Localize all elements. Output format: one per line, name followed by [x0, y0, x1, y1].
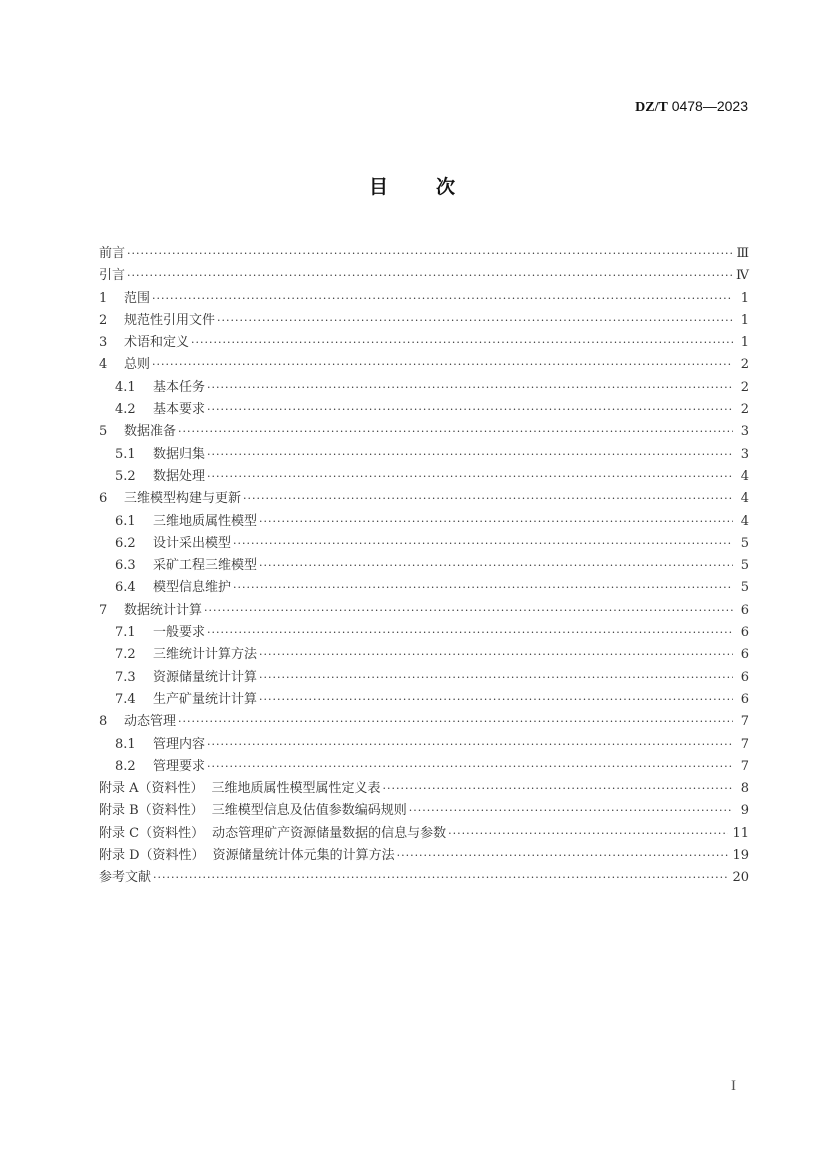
toc-entry-number: 4	[99, 357, 108, 373]
toc-entry-title: 三维地质属性模型	[153, 513, 258, 529]
toc-entry-number: 4.1	[115, 379, 136, 395]
title-char-2: 次	[436, 176, 458, 198]
toc-entry-page: 3	[740, 446, 749, 462]
toc-entry-page: 8	[740, 781, 749, 797]
toc-entry-number: 5	[99, 424, 108, 440]
toc-entry[interactable]	[99, 243, 749, 265]
toc-entry-title: 模型信息维护	[153, 580, 232, 596]
toc-entry-number: 8	[99, 714, 108, 730]
dot-leader	[233, 577, 733, 599]
dot-leader	[259, 689, 733, 711]
toc-entry-title: 数据统计计算	[124, 602, 203, 618]
toc-entry-title: 三维模型信息及估值参数编码规则	[211, 803, 407, 819]
toc-entry-number: 4.2	[115, 402, 136, 418]
toc-entry[interactable]	[99, 555, 749, 577]
dot-leader	[153, 867, 728, 889]
toc-entry-title: 引言	[99, 268, 126, 284]
toc-entry-number: 6.2	[115, 535, 136, 551]
toc-entry-number: 6.4	[115, 580, 136, 596]
toc-entry-page: 7	[740, 736, 749, 752]
dot-leader	[207, 399, 733, 421]
toc-entry[interactable]	[99, 332, 749, 354]
toc-entry-title: 总则	[124, 357, 151, 373]
toc-entry[interactable]	[99, 756, 749, 778]
toc-entry[interactable]	[99, 310, 749, 332]
toc-entry[interactable]	[99, 421, 749, 443]
toc-entry-number: 7.3	[115, 669, 136, 685]
toc-entry-title: 动态管理矿产资源储量数据的信息与参数	[212, 825, 447, 841]
toc-entry-number: 3	[99, 335, 108, 351]
dot-leader	[152, 288, 733, 310]
dot-leader	[178, 711, 733, 733]
dot-leader	[409, 800, 733, 822]
toc-entry[interactable]	[99, 444, 749, 466]
dot-leader	[259, 555, 733, 577]
toc-entry-title: 规范性引用文件	[124, 312, 216, 328]
toc-entry-title: 管理要求	[153, 758, 206, 774]
dot-leader	[152, 354, 733, 376]
dot-leader	[204, 600, 733, 622]
toc-entry-number: 附录 D（资料性）	[99, 848, 205, 864]
toc-entry-title: 术语和定义	[124, 335, 190, 351]
toc-entry[interactable]	[99, 399, 749, 421]
toc-entry-title: 管理内容	[153, 736, 206, 752]
toc-entry-page: 6	[740, 602, 749, 618]
toc-entry-page: 2	[740, 379, 749, 395]
toc-entry-page: 1	[740, 312, 749, 328]
toc-entry[interactable]	[99, 845, 749, 867]
toc-entry-page: 6	[740, 669, 749, 685]
toc-entry-number: 7.2	[115, 647, 136, 663]
page-title	[0, 172, 826, 199]
standard-number: 0478—2023	[671, 98, 748, 114]
toc-entry-number: 6.1	[115, 513, 136, 529]
toc-entry[interactable]	[99, 377, 749, 399]
dot-leader	[207, 377, 733, 399]
toc-entry-number: 8.2	[115, 758, 136, 774]
toc-entry-page: 7	[740, 714, 749, 730]
toc-entry-title: 参考文献	[99, 870, 152, 886]
dot-leader	[207, 734, 733, 756]
toc-entry-page: 9	[740, 803, 749, 819]
toc-entry-title: 数据归集	[153, 446, 206, 462]
toc-entry[interactable]	[99, 466, 749, 488]
toc-entry[interactable]	[99, 867, 749, 889]
toc-entry-page: 2	[740, 402, 749, 418]
toc-entry-page: 19	[732, 848, 749, 864]
toc-entry-page: 1	[740, 335, 749, 351]
dot-leader	[207, 444, 733, 466]
toc-entry[interactable]	[99, 800, 749, 822]
toc-entry-title: 三维统计计算方法	[153, 647, 258, 663]
dot-leader	[217, 310, 733, 332]
dot-leader	[233, 533, 733, 555]
toc-entry[interactable]	[99, 511, 749, 533]
toc-entry-page: Ⅳ	[736, 268, 749, 284]
toc-entry-number: 附录 C（资料性）	[99, 825, 205, 841]
toc-entry-page: Ⅲ	[736, 246, 749, 261]
toc-entry-title: 数据处理	[153, 468, 206, 484]
toc-entry-title: 设计采出模型	[153, 535, 232, 551]
toc-entry[interactable]	[99, 823, 749, 845]
dot-leader	[259, 644, 733, 666]
toc-entry-title: 前言	[99, 246, 126, 261]
toc-entry-page: 4	[740, 513, 749, 529]
toc-entry[interactable]	[99, 288, 749, 310]
toc-entry[interactable]	[99, 622, 749, 644]
dot-leader	[178, 421, 733, 443]
toc-entry-title: 基本任务	[153, 379, 206, 395]
toc-entry[interactable]	[99, 533, 749, 555]
dot-leader	[207, 622, 733, 644]
toc-entry-page: 20	[732, 870, 749, 886]
dot-leader	[448, 823, 728, 845]
toc-entry-title: 资源储量统计计算	[153, 669, 258, 685]
toc-entry[interactable]	[99, 354, 749, 376]
dot-leader	[207, 466, 733, 488]
toc-entry-title: 范围	[124, 290, 151, 306]
toc-entry-number: 附录 A（资料性）	[99, 781, 204, 797]
toc-entry-number: 5.1	[115, 446, 136, 462]
toc-entry-number: 1	[99, 290, 108, 306]
dot-leader	[397, 845, 729, 867]
toc-entry[interactable]	[99, 689, 749, 711]
toc-entry-title: 采矿工程三维模型	[153, 558, 258, 574]
toc-entry-page: 4	[740, 468, 749, 484]
dot-leader	[127, 265, 732, 287]
table-of-contents	[99, 243, 749, 890]
title-char-1: 目	[368, 176, 390, 198]
toc-entry-page: 5	[740, 580, 749, 596]
toc-entry-title: 生产矿量统计计算	[153, 691, 258, 707]
dot-leader	[259, 511, 733, 533]
toc-entry-page: 5	[740, 558, 749, 574]
page-number: I	[731, 1078, 736, 1094]
toc-entry[interactable]	[99, 577, 749, 599]
toc-entry[interactable]	[99, 644, 749, 666]
toc-entry-title: 资源储量统计体元集的计算方法	[212, 848, 395, 864]
toc-entry-number: 7.1	[115, 625, 136, 641]
toc-entry-title: 动态管理	[124, 714, 177, 730]
toc-entry-number: 5.2	[115, 468, 136, 484]
dot-leader	[127, 243, 732, 265]
toc-entry[interactable]	[99, 734, 749, 756]
toc-entry-page: 6	[740, 647, 749, 663]
toc-entry-page: 6	[740, 625, 749, 641]
toc-entry-page: 3	[740, 424, 749, 440]
toc-entry-page: 6	[740, 691, 749, 707]
toc-entry-page: 5	[740, 535, 749, 551]
toc-entry-page: 7	[740, 758, 749, 774]
toc-entry-number: 7.4	[115, 691, 136, 707]
toc-entry-page: 2	[740, 357, 749, 373]
dot-leader	[207, 756, 733, 778]
toc-entry[interactable]	[99, 488, 749, 510]
toc-entry-title: 三维模型构建与更新	[124, 491, 242, 507]
toc-entry-number: 8.1	[115, 736, 136, 752]
toc-entry[interactable]	[99, 265, 749, 287]
standard-code	[635, 98, 748, 116]
toc-entry-number: 附录 B（资料性）	[99, 803, 204, 819]
toc-entry-number: 6	[99, 491, 108, 507]
toc-entry-page: 1	[740, 290, 749, 306]
toc-entry[interactable]	[99, 600, 749, 622]
toc-entry-title: 基本要求	[153, 402, 206, 418]
toc-entry[interactable]	[99, 667, 749, 689]
toc-entry-number: 2	[99, 312, 108, 328]
toc-entry-page: 11	[732, 825, 749, 841]
toc-entry-number: 6.3	[115, 558, 136, 574]
dot-leader	[383, 778, 733, 800]
toc-entry[interactable]	[99, 778, 749, 800]
toc-entry-number: 7	[99, 602, 108, 618]
dot-leader	[243, 488, 733, 510]
toc-entry-title: 一般要求	[153, 625, 206, 641]
toc-entry-title: 数据准备	[124, 424, 177, 440]
toc-entry-title: 三维地质属性模型属性定义表	[211, 781, 381, 797]
toc-entry-page: 4	[740, 491, 749, 507]
standard-prefix: DZ/T	[635, 100, 668, 115]
toc-entry[interactable]	[99, 711, 749, 733]
dot-leader	[259, 667, 733, 689]
dot-leader	[191, 332, 733, 354]
